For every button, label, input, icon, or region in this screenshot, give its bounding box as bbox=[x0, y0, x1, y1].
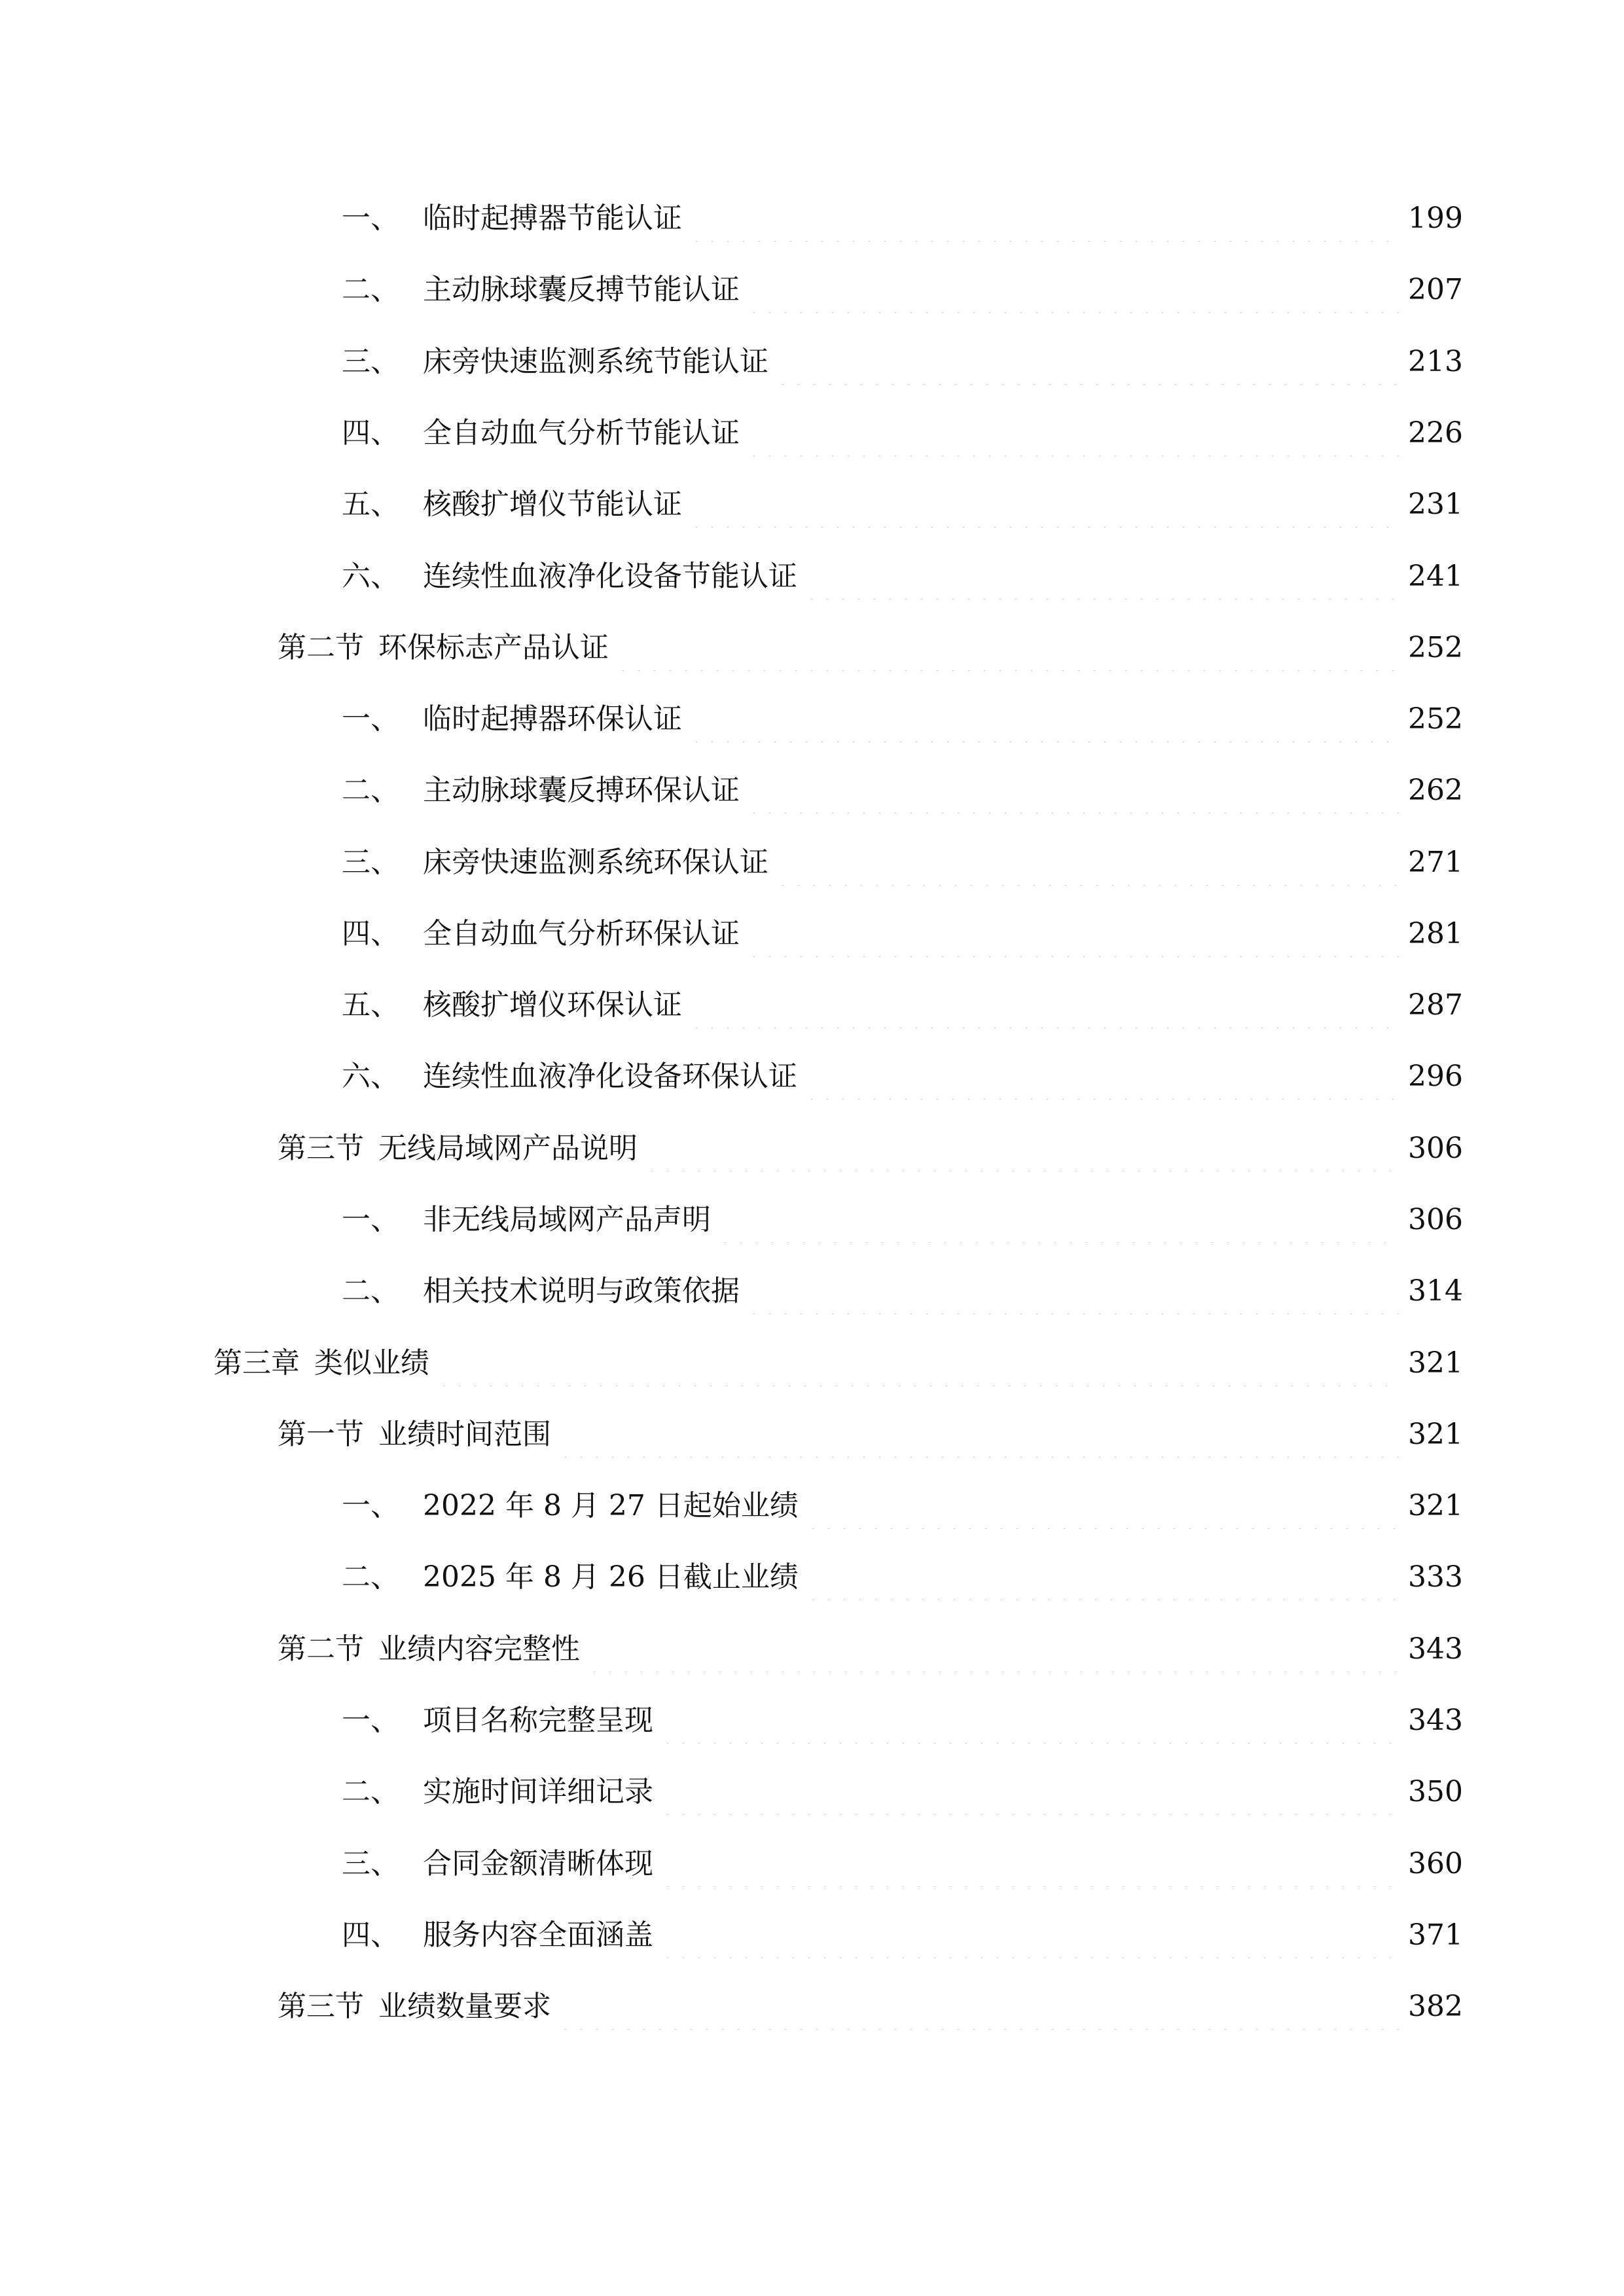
toc-entry[interactable] bbox=[342, 1698, 1463, 1744]
toc-entry-number: 第二节 bbox=[278, 631, 364, 664]
toc-entry[interactable] bbox=[342, 1483, 1463, 1529]
toc-entry[interactable] bbox=[213, 1340, 1463, 1386]
toc-entry-page-number: 296 bbox=[1408, 1060, 1463, 1093]
dot-leader bbox=[804, 1054, 1399, 1100]
dot-leader bbox=[558, 1984, 1399, 2030]
toc-entry-number: 二、 bbox=[342, 273, 399, 306]
toc-entry-number: 四、 bbox=[342, 416, 399, 450]
toc-entry-page-number: 314 bbox=[1408, 1274, 1463, 1308]
toc-entry[interactable] bbox=[342, 196, 1463, 242]
toc-entry-page-number: 287 bbox=[1408, 988, 1463, 1022]
toc-entry-number: 四、 bbox=[342, 917, 399, 950]
toc-entry-number: 四、 bbox=[342, 1918, 399, 1952]
toc-entry-number: 三、 bbox=[342, 345, 399, 378]
dot-leader bbox=[717, 1197, 1399, 1243]
toc-entry-title: 2022 年 8 月 27 日起始业绩 bbox=[423, 1489, 799, 1522]
toc-entry[interactable] bbox=[342, 982, 1463, 1028]
toc-entry[interactable] bbox=[342, 1841, 1463, 1887]
toc-entry[interactable] bbox=[342, 1268, 1463, 1314]
toc-entry-title: 业绩时间范围 bbox=[378, 1418, 551, 1451]
toc-entry-title: 2025 年 8 月 26 日截止业绩 bbox=[423, 1560, 799, 1594]
toc-entry-title: 连续性血液净化设备节能认证 bbox=[423, 560, 797, 593]
toc-entry-page-number: 207 bbox=[1408, 273, 1463, 306]
toc-entry-number: 一、 bbox=[342, 702, 399, 736]
toc-entry-title: 类似业绩 bbox=[314, 1346, 429, 1380]
dot-leader bbox=[689, 482, 1399, 528]
toc-entry-title: 环保标志产品认证 bbox=[378, 631, 609, 664]
toc-entry-page-number: 350 bbox=[1408, 1775, 1463, 1808]
toc-entry-number: 第三节 bbox=[278, 1132, 364, 1165]
toc-entry-number: 二、 bbox=[342, 1274, 399, 1308]
toc-entry-page-number: 360 bbox=[1408, 1847, 1463, 1880]
toc-entry-page-number: 321 bbox=[1408, 1346, 1463, 1380]
toc-entry-number: 二、 bbox=[342, 1560, 399, 1594]
toc-entry-title: 连续性血液净化设备环保认证 bbox=[423, 1060, 797, 1093]
dot-leader bbox=[660, 1841, 1399, 1887]
toc-entry-number: 一、 bbox=[342, 1489, 399, 1522]
toc-entry[interactable] bbox=[342, 840, 1463, 886]
toc-entry-number: 一、 bbox=[342, 1704, 399, 1737]
toc-entry[interactable] bbox=[342, 410, 1463, 456]
toc-entry-page-number: 306 bbox=[1408, 1132, 1463, 1165]
toc-entry-page-number: 252 bbox=[1408, 631, 1463, 664]
toc-entry-number: 五、 bbox=[342, 488, 399, 521]
toc-entry-page-number: 199 bbox=[1408, 202, 1463, 235]
toc-entry-number: 三、 bbox=[342, 846, 399, 879]
toc-entry[interactable] bbox=[342, 482, 1463, 528]
toc-entry-title: 主动脉球囊反搏节能认证 bbox=[423, 273, 740, 306]
dot-leader bbox=[660, 1698, 1399, 1744]
toc-entry-page-number: 321 bbox=[1408, 1489, 1463, 1522]
toc-entry-title: 床旁快速监测系统节能认证 bbox=[423, 345, 768, 378]
toc-entry-title: 主动脉球囊反搏环保认证 bbox=[423, 774, 740, 807]
toc-entry[interactable] bbox=[342, 267, 1463, 313]
dot-leader bbox=[644, 1126, 1399, 1172]
toc-entry-title: 非无线局域网产品声明 bbox=[423, 1203, 711, 1236]
toc-entry-page-number: 371 bbox=[1408, 1918, 1463, 1952]
toc-entry-title: 相关技术说明与政策依据 bbox=[423, 1274, 740, 1308]
toc-entry-number: 第三节 bbox=[278, 1990, 364, 2023]
toc-entry[interactable] bbox=[342, 1769, 1463, 1815]
toc-entry-title: 合同金额清晰体现 bbox=[423, 1847, 653, 1880]
toc-entry-number: 第三章 bbox=[213, 1346, 300, 1380]
toc-entry-page-number: 262 bbox=[1408, 774, 1463, 807]
toc-entry-number: 一、 bbox=[342, 202, 399, 235]
toc-entry-page-number: 241 bbox=[1408, 560, 1463, 593]
toc-entry[interactable] bbox=[278, 1626, 1463, 1672]
dot-leader bbox=[689, 982, 1399, 1028]
toc-entry-page-number: 213 bbox=[1408, 345, 1463, 378]
toc-entry[interactable] bbox=[342, 554, 1463, 600]
toc-entry-title: 无线局域网产品说明 bbox=[378, 1132, 638, 1165]
toc-entry-page-number: 306 bbox=[1408, 1203, 1463, 1236]
toc-entry-title: 临时起搏器节能认证 bbox=[423, 202, 682, 235]
toc-entry-number: 六、 bbox=[342, 1060, 399, 1093]
toc-entry[interactable] bbox=[342, 1197, 1463, 1243]
toc-entry-number: 二、 bbox=[342, 774, 399, 807]
toc-entry[interactable] bbox=[342, 696, 1463, 742]
toc-entry-page-number: 343 bbox=[1408, 1704, 1463, 1737]
toc-entry-title: 服务内容全面涵盖 bbox=[423, 1918, 653, 1952]
toc-entry[interactable] bbox=[278, 1984, 1463, 2030]
toc-entry[interactable] bbox=[342, 768, 1463, 814]
toc-entry-page-number: 382 bbox=[1408, 1990, 1463, 2023]
toc-entry-title: 业绩数量要求 bbox=[378, 1990, 551, 2023]
dot-leader bbox=[805, 1554, 1399, 1600]
toc-entry[interactable] bbox=[278, 625, 1463, 671]
toc-entry-title: 全自动血气分析节能认证 bbox=[423, 416, 740, 450]
toc-entry-page-number: 231 bbox=[1408, 488, 1463, 521]
toc-entry-title: 核酸扩增仪环保认证 bbox=[423, 988, 682, 1022]
dot-leader bbox=[615, 625, 1399, 671]
toc-entry-number: 第二节 bbox=[278, 1632, 364, 1666]
toc-entry-title: 项目名称完整呈现 bbox=[423, 1704, 653, 1737]
dot-leader bbox=[746, 410, 1399, 456]
toc-entry-page-number: 271 bbox=[1408, 846, 1463, 879]
toc-entry[interactable] bbox=[342, 1912, 1463, 1958]
dot-leader bbox=[689, 696, 1399, 742]
toc-entry-title: 实施时间详细记录 bbox=[423, 1775, 653, 1808]
toc-entry-title: 全自动血气分析环保认证 bbox=[423, 917, 740, 950]
toc-entry-page-number: 226 bbox=[1408, 416, 1463, 450]
toc-entry-page-number: 343 bbox=[1408, 1632, 1463, 1666]
toc-entry-page-number: 281 bbox=[1408, 917, 1463, 950]
toc-entry[interactable] bbox=[278, 1126, 1463, 1172]
toc-entry-page-number: 321 bbox=[1408, 1418, 1463, 1451]
toc-entry-number: 二、 bbox=[342, 1775, 399, 1808]
toc-entry[interactable] bbox=[342, 911, 1463, 957]
dot-leader bbox=[746, 267, 1399, 313]
toc-entry-number: 第一节 bbox=[278, 1418, 364, 1451]
dot-leader bbox=[689, 196, 1399, 242]
toc-entry-number: 一、 bbox=[342, 1203, 399, 1236]
toc-entry[interactable] bbox=[278, 1412, 1463, 1458]
dot-leader bbox=[746, 768, 1399, 814]
dot-leader bbox=[775, 840, 1399, 886]
toc-entry-title: 业绩内容完整性 bbox=[378, 1632, 580, 1666]
dot-leader bbox=[804, 554, 1399, 600]
toc-entry-page-number: 252 bbox=[1408, 702, 1463, 736]
toc-entry-number: 六、 bbox=[342, 560, 399, 593]
dot-leader bbox=[660, 1912, 1399, 1958]
toc-entry-page-number: 333 bbox=[1408, 1560, 1463, 1594]
dot-leader bbox=[660, 1769, 1399, 1815]
dot-leader bbox=[746, 1268, 1399, 1314]
toc-entry[interactable] bbox=[342, 339, 1463, 385]
toc-entry-title: 临时起搏器环保认证 bbox=[423, 702, 682, 736]
toc-entry[interactable] bbox=[342, 1554, 1463, 1600]
toc-entry-title: 床旁快速监测系统环保认证 bbox=[423, 846, 768, 879]
dot-leader bbox=[746, 911, 1399, 957]
toc-entry-number: 三、 bbox=[342, 1847, 399, 1880]
dot-leader bbox=[436, 1340, 1399, 1386]
dot-leader bbox=[805, 1483, 1399, 1529]
dot-leader bbox=[775, 339, 1399, 385]
toc-entry-title: 核酸扩增仪节能认证 bbox=[423, 488, 682, 521]
toc-entry[interactable] bbox=[342, 1054, 1463, 1100]
dot-leader bbox=[558, 1412, 1399, 1458]
toc-entry-number: 五、 bbox=[342, 988, 399, 1022]
dot-leader bbox=[586, 1626, 1399, 1672]
